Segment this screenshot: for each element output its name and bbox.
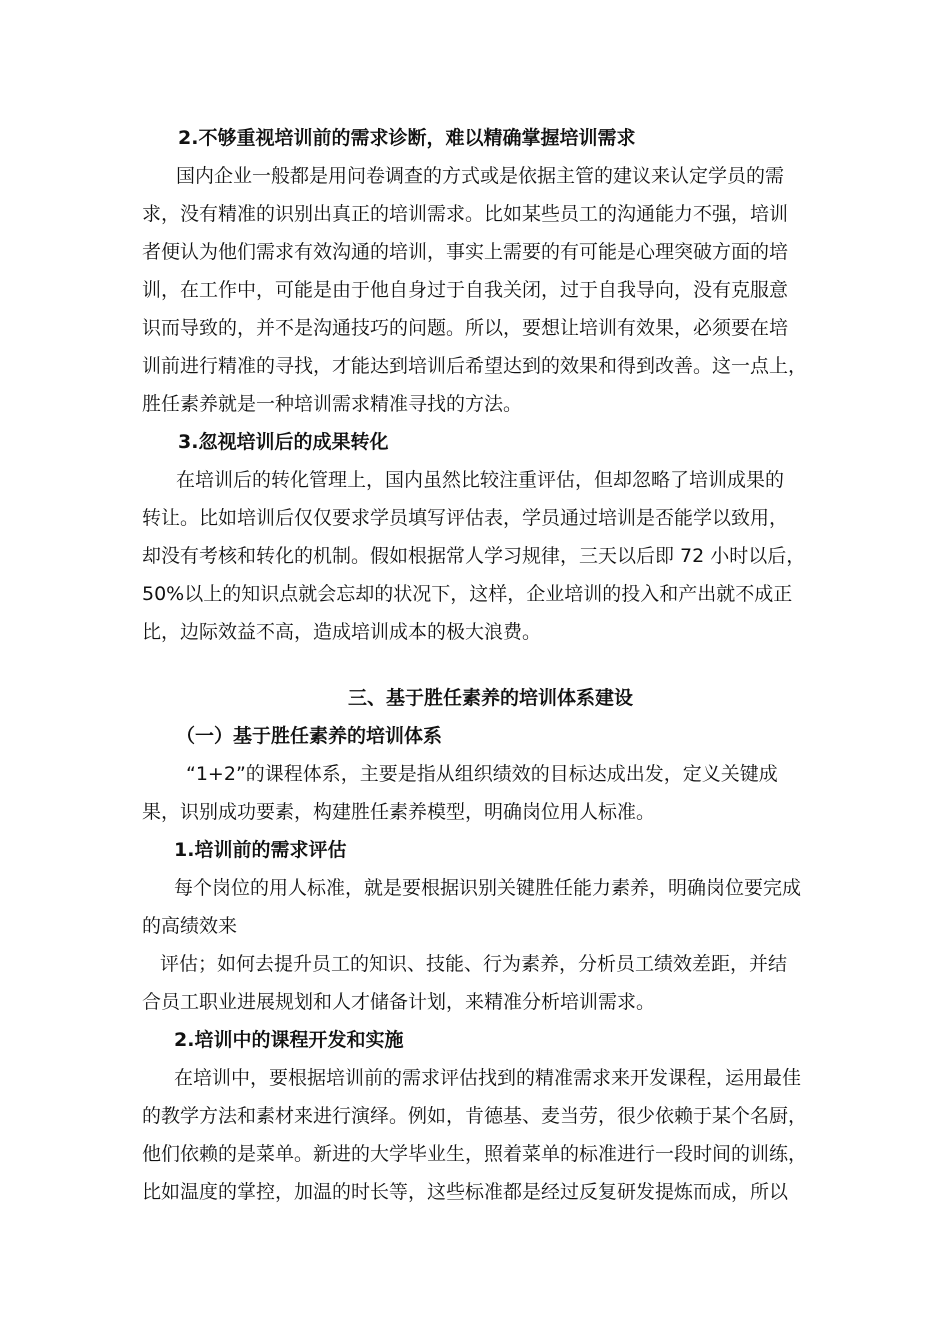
paragraph-line: 转让。比如培训后仅仅要求学员填写评估表，学员通过培训是否能学以致用， xyxy=(142,507,789,529)
paragraph-line: 求，没有精准的识别出真正的培训需求。比如某些员工的沟通能力不强，培训 xyxy=(142,203,789,225)
paragraph-line: 识而导致的，并不是沟通技巧的问题。所以，要想让培训有效果，必须要在培 xyxy=(142,317,789,339)
paragraph-line: 50%以上的知识点就会忘却的状况下，这样，企业培训的投入和产出就不成正 xyxy=(142,583,793,605)
paragraph-line: 训前进行精准的寻找，才能达到培训后希望达到的效果和得到改善。这一点上， xyxy=(142,355,808,377)
paragraph-line: 在培训后的转化管理上，国内虽然比较注重评估，但却忽略了培训成果的 xyxy=(176,469,785,491)
heading-3-result-transfer: 3.忽视培训后的成果转化 xyxy=(178,431,389,453)
paragraph-line: “1+2”的课程体系，主要是指从组织绩效的目标达成出发，定义关键成 xyxy=(186,763,778,785)
paragraph-line: 的高绩效来 xyxy=(142,915,238,937)
heading-2-need-diagnosis: 2.不够重视培训前的需求诊断，难以精确掌握培训需求 xyxy=(178,127,636,149)
paragraph-line: 训，在工作中，可能是由于他自身过于自我关闭，过于自我导向，没有克服意 xyxy=(142,279,789,301)
paragraph-line: 的教学方法和素材来进行演绎。例如，肯德基、麦当劳，很少依赖于某个名厨， xyxy=(142,1105,808,1127)
paragraph-line: 比如温度的掌控，加温的时长等，这些标准都是经过反复研发提炼而成，所以 xyxy=(142,1181,789,1203)
heading-2-course-development: 2.培训中的课程开发和实施 xyxy=(174,1029,404,1051)
paragraph-line: 他们依赖的是菜单。新进的大学毕业生，照着菜单的标准进行一段时间的训练， xyxy=(142,1143,808,1165)
paragraph-line: 却没有考核和转化的机制。假如根据常人学习规律，三天以后即 72 小时以后， xyxy=(142,545,806,567)
paragraph-line: 合员工职业进展规划和人才储备计划，来精准分析培训需求。 xyxy=(142,991,656,1013)
paragraph-line: 胜任素养就是一种培训需求精准寻找的方法。 xyxy=(142,393,523,415)
paragraph-line: 评估；如何去提升员工的知识、技能、行为素养，分析员工绩效差距，并结 xyxy=(160,953,788,975)
paragraph-line: 果，识别成功要素，构建胜任素养模型，明确岗位用人标准。 xyxy=(142,801,656,823)
subsection-title: （一）基于胜任素养的培训体系 xyxy=(176,725,443,747)
paragraph-line: 国内企业一般都是用问卷调查的方式或是依据主管的建议来认定学员的需 xyxy=(176,165,785,187)
paragraph-line: 在培训中，要根据培训前的需求评估找到的精准需求来开发课程，运用最佳 xyxy=(174,1067,802,1089)
paragraph-line: 者便认为他们需求有效沟通的培训，事实上需要的有可能是心理突破方面的培 xyxy=(142,241,789,263)
paragraph-line: 比，边际效益不高，造成培训成本的极大浪费。 xyxy=(142,621,542,643)
section-title: 三、基于胜任素养的培训体系建设 xyxy=(348,687,634,709)
paragraph-line: 每个岗位的用人标准，就是要根据识别关键胜任能力素养，明确岗位要完成 xyxy=(174,877,802,899)
heading-1-needs-assessment: 1.培训前的需求评估 xyxy=(174,839,347,861)
